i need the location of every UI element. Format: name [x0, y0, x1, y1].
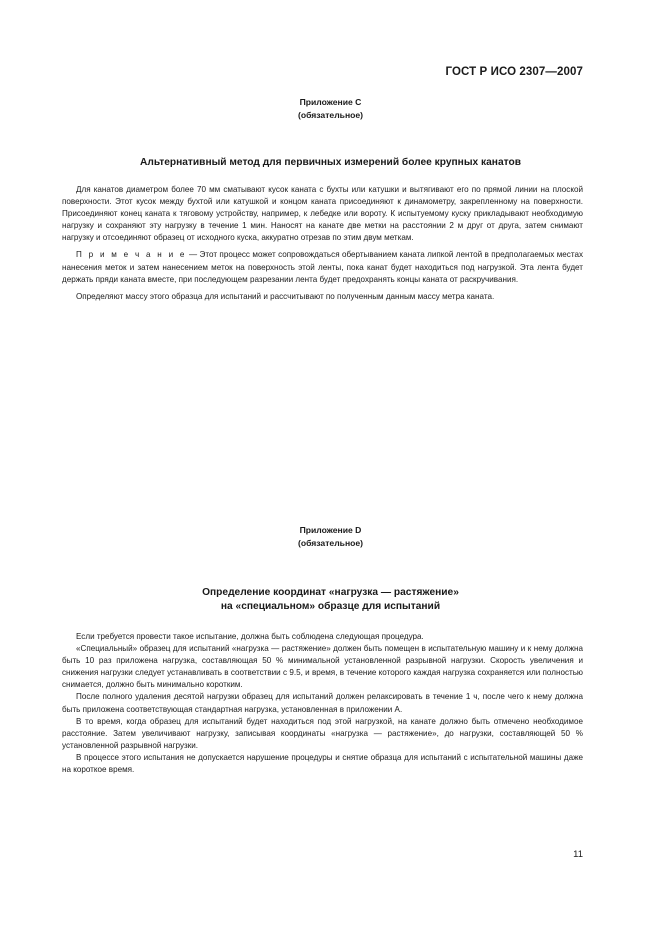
- annex-c-status: (обязательное): [297, 109, 364, 120]
- annex-d-paragraph-5: В процессе этого испытания не допускается нарушение процедуры и снятие образца для испытаний с испытательной машины даже на короткое время.: [62, 752, 583, 775]
- annex-d-status: (обязательное): [297, 537, 364, 548]
- note-label: П р и м е ч а н и е: [76, 250, 187, 260]
- note-text: — Этот процесс может сопровождаться обертыванием каната липкой лентой в предполагаемых местах нанесения меток и затем нанесением меток на поверхность этой ленты, пока канат будет находиться под нагрузкой. Эта лента будет держать пряди каната вместе, при последующем разрезании лента будет предохранять концы каната от раскручивания.: [62, 250, 584, 284]
- annex-c-body: [62, 184, 583, 303]
- annex-c-paragraph: Для канатов диаметром более 70 мм сматывают кусок каната с бухты или катушки и вытягивают его по прямой линии на плоской поверхности. Этот кусок между бухтой или катушкой и концом каната присоединяют к динамометру, закрепленному на поверхности. Присоединяют конец каната к тяговому устройству, например, к лебедке или вороту. К испытуемому куску прикладывают необходимую нагрузку и сохраняют эту нагрузку в течение 1 мин. Наносят на канате две метки на расстоянии 2 м друг от друга, затем снимают нагрузку и отсоединяют образец от исходного куска, аккуратно отрезав по этим двум меткам.: [62, 185, 583, 243]
- annex-d-heading: [0, 524, 661, 549]
- annex-d-title-line-2: на «специальном» образце для испытаний: [220, 601, 441, 612]
- annex-d-body: [62, 631, 583, 776]
- annex-c-final-paragraph: Определяют массу этого образца для испытаний и рассчитывают по полученным данным массу метра каната.: [76, 291, 495, 301]
- annex-d-paragraph-3: После полного удаления десятой нагрузки образец для испытаний должен релаксировать в течение 1 ч, после чего к нему должна быть приложена соответствующая стандартная нагрузка, установленная в приложении А.: [62, 692, 583, 714]
- annex-c-heading: [0, 96, 661, 121]
- standard-id: ГОСТ Р ИСО 2307—2007: [445, 66, 583, 78]
- annex-d-paragraph-2: «Специальный» образец для испытаний «нагрузка — растяжение» должен быть помещен в испытательную машину и к нему должна быть 10 раз приложена нагрузка, составляющая 50 % минимальной установленной разрывной нагрузки. Скорость увеличения и снижения нагрузки следует устанавливать в соответствии с 9.5, и время, в течение которого каждая нагрузка сохраняется или полностью снимается, должно быть минимально коротким.: [62, 644, 583, 690]
- annex-d-paragraph-4: В то время, когда образец для испытаний будет находиться под этой нагрузкой, на канате должно быть отмечено необходимое расстояние. Затем увеличивают нагрузку, записывая координаты «нагрузка — растяжение», до нагрузки, составляющей 50 % установленной разрывной нагрузки.: [62, 716, 583, 750]
- annex-c-label: Приложение С: [299, 97, 362, 107]
- annex-d-title-line-1: Определение координат «нагрузка — растяжение»: [202, 587, 459, 598]
- annex-d-label: Приложение D: [299, 525, 362, 535]
- page-number: 11: [573, 849, 583, 860]
- annex-d-title: [0, 586, 661, 614]
- annex-d-paragraph-1: Если требуется провести такое испытание, должна быть соблюдена следующая процедура.: [76, 632, 424, 641]
- annex-c-title: Альтернативный метод для первичных измерений более крупных канатов: [140, 157, 521, 168]
- annex-c-note: [62, 249, 583, 285]
